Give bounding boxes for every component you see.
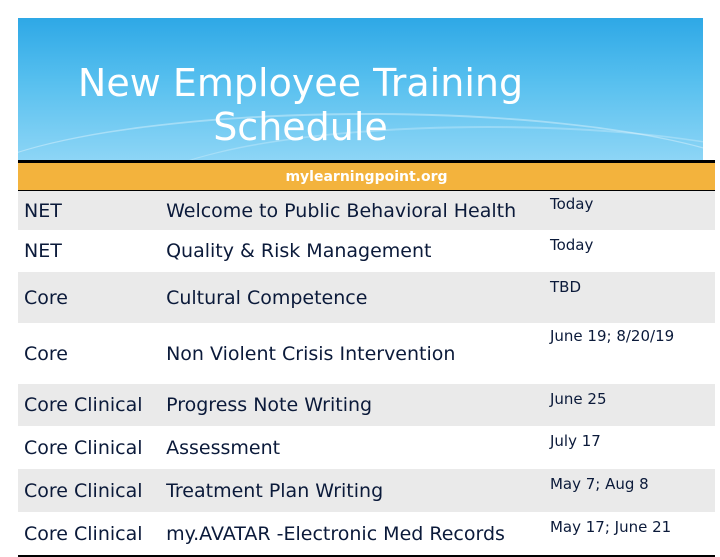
- training-schedule-table: [18, 160, 715, 557]
- title-banner: [18, 18, 703, 163]
- training-type: NET: [24, 240, 62, 262]
- course-name: Non Violent Crisis Intervention: [166, 342, 456, 365]
- title-line-2: Schedule: [213, 104, 388, 149]
- training-type: Core Clinical: [18, 469, 160, 512]
- table-row: [18, 323, 715, 384]
- table-row: [18, 512, 715, 556]
- course-date: June 25: [544, 384, 715, 426]
- course-name: Treatment Plan Writing: [160, 469, 544, 512]
- table-row: [18, 230, 715, 272]
- course-date: May 17; June 21: [549, 518, 672, 536]
- course-name: my.AVATAR -Electronic Med Records: [166, 522, 505, 545]
- course-date: July 17: [549, 432, 601, 450]
- training-type: Core Clinical: [18, 384, 160, 426]
- course-date: Today: [544, 191, 715, 231]
- training-type: Core Clinical: [24, 436, 143, 459]
- course-name: Cultural Competence: [160, 272, 544, 323]
- course-date: Today: [549, 236, 594, 254]
- table-row: [18, 191, 715, 231]
- training-type: Core: [18, 272, 160, 323]
- table-header-subtitle: mylearningpoint.org: [18, 162, 715, 191]
- training-type: NET: [18, 191, 160, 231]
- course-date: May 7; Aug 8: [544, 469, 715, 512]
- title-line-1: New Employee Training: [77, 61, 524, 105]
- table-row: [18, 469, 715, 512]
- table-row: [18, 426, 715, 469]
- course-date: June 19; 8/20/19: [549, 327, 675, 345]
- course-name: Progress Note Writing: [160, 384, 544, 426]
- table-row: [18, 272, 715, 323]
- course-date: TBD: [544, 272, 715, 323]
- course-name: Assessment: [166, 436, 281, 459]
- training-type: Core: [24, 342, 68, 365]
- course-name: Welcome to Public Behavioral Health: [160, 191, 544, 231]
- training-type: Core Clinical: [24, 522, 143, 545]
- page-title: [18, 62, 703, 149]
- course-name: Quality & Risk Management: [166, 240, 432, 262]
- table-row: [18, 384, 715, 426]
